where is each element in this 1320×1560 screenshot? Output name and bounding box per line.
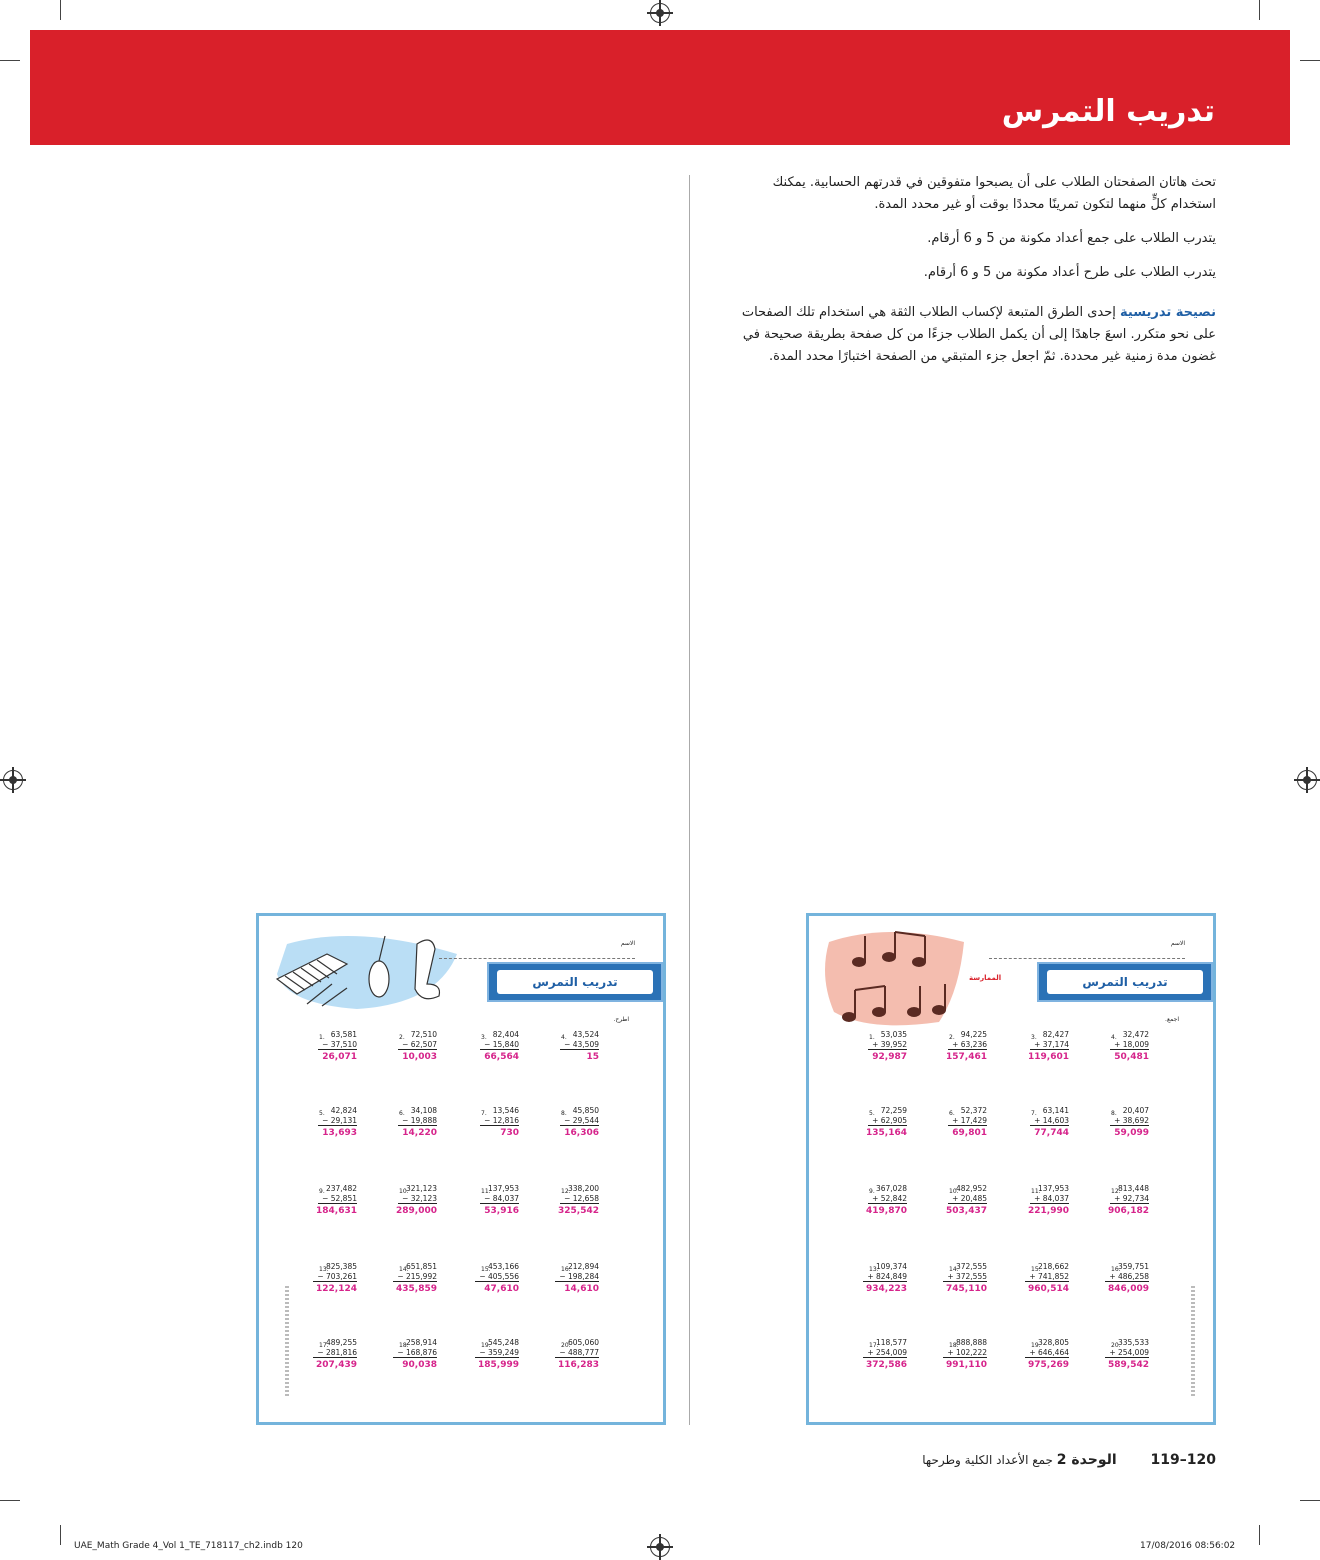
- problem-item: [316, 1262, 395, 1302]
- column-divider: [689, 175, 690, 1425]
- problem-operand-top: 118,577: [875, 1338, 907, 1347]
- problem-operand-top: 367,028: [875, 1184, 907, 1193]
- problem-number: 3.: [1031, 1034, 1037, 1041]
- crop-mark: [0, 1500, 20, 1501]
- problem-item: [866, 1184, 945, 1224]
- problem-number: 15.: [481, 1266, 491, 1273]
- teaching-tip-title: نصيحة تدريسية: [1120, 305, 1216, 320]
- problem-item: [866, 1106, 945, 1146]
- problem-answer: 15: [586, 1052, 599, 1062]
- problem-operand-top: 258,914: [405, 1338, 437, 1347]
- problem-number: 1.: [869, 1034, 875, 1041]
- page-footer: [900, 1452, 1216, 1468]
- problem-operand-bottom: + 20,485: [948, 1194, 987, 1204]
- problem-answer: 119,601: [1028, 1052, 1069, 1062]
- problem-answer: 69,801: [952, 1128, 987, 1138]
- problem-answer: 503,437: [946, 1206, 987, 1216]
- problem-operand-bottom: + 92,734: [1110, 1194, 1149, 1204]
- problem-answer: 10,003: [402, 1052, 437, 1062]
- problem-answer: 960,514: [1028, 1284, 1069, 1294]
- problem-answer: 66,564: [484, 1052, 519, 1062]
- problem-answer: 745,110: [946, 1284, 987, 1294]
- problem-item: [946, 1030, 1025, 1070]
- problem-number: 9.: [319, 1188, 325, 1195]
- problem-operand-bottom: − 12,658: [560, 1194, 599, 1204]
- problem-operand-bottom: + 18,009: [1110, 1040, 1149, 1050]
- problem-operand-bottom: + 38,692: [1110, 1116, 1149, 1126]
- problem-item: [866, 1262, 945, 1302]
- problem-item: [478, 1338, 557, 1378]
- problem-item: [1028, 1262, 1107, 1302]
- problem-item: [481, 1030, 557, 1070]
- problem-operand-bottom: − 32,123: [398, 1194, 437, 1204]
- problem-operand-top: 20,407: [1122, 1106, 1149, 1115]
- problem-item: [399, 1030, 475, 1070]
- problem-answer: 419,870: [866, 1206, 907, 1216]
- problem-operand-top: 489,255: [325, 1338, 357, 1347]
- problem-number: 2.: [399, 1034, 405, 1041]
- problem-item: [1108, 1338, 1187, 1378]
- file-slug: UAE_Math Grade 4_Vol 1_TE_718117_ch2.indb 120: [74, 1541, 303, 1551]
- problem-item: [399, 1106, 475, 1146]
- problem-operand-top: 813,448: [1117, 1184, 1149, 1193]
- problem-item: [1028, 1030, 1107, 1070]
- problem-number: 20.: [561, 1342, 571, 1349]
- name-line: [989, 949, 1185, 959]
- problem-number: 20.: [1111, 1342, 1121, 1349]
- problem-number: 15.: [1031, 1266, 1041, 1273]
- music-notes-illustration: [819, 922, 969, 1032]
- problem-number: 18.: [399, 1342, 409, 1349]
- problem-number: 6.: [949, 1110, 955, 1117]
- problem-answer: 184,631: [316, 1206, 357, 1216]
- copyright-vertical-text: [1191, 1286, 1195, 1396]
- problem-operand-top: 137,953: [487, 1184, 519, 1193]
- problem-operand-top: 888,888: [955, 1338, 987, 1347]
- problem-item: [1108, 1262, 1187, 1302]
- problem-operand-top: 338,200: [567, 1184, 599, 1193]
- problem-operand-bottom: − 62,507: [398, 1040, 437, 1050]
- problem-operand-bottom: − 359,249: [475, 1348, 519, 1358]
- problem-operand-bottom: − 84,037: [480, 1194, 519, 1204]
- problem-operand-top: 13,546: [492, 1106, 519, 1115]
- problem-operand-top: 94,225: [960, 1030, 987, 1039]
- problem-number: 18.: [949, 1342, 959, 1349]
- problem-item: [1111, 1030, 1187, 1070]
- registration-mark-icon: [650, 1537, 670, 1557]
- problem-answer: 372,586: [866, 1360, 907, 1370]
- problem-number: 12.: [561, 1188, 571, 1195]
- problem-item: [558, 1184, 637, 1224]
- problem-answer: 991,110: [946, 1360, 987, 1370]
- problem-number: 9.: [869, 1188, 875, 1195]
- registration-mark-icon: [1297, 770, 1317, 790]
- problem-operand-bottom: + 52,842: [868, 1194, 907, 1204]
- intro-text: [730, 172, 1216, 380]
- worksheet-title-box: [487, 962, 663, 1002]
- problem-number: 14.: [949, 1266, 959, 1273]
- problem-operand-bottom: + 102,222: [943, 1348, 987, 1358]
- problem-number: 7.: [1031, 1110, 1037, 1117]
- worksheet-instruction: اجمع.: [1165, 1016, 1179, 1023]
- problem-operand-top: 52,372: [960, 1106, 987, 1115]
- problem-item: [558, 1338, 637, 1378]
- problem-item: [481, 1184, 557, 1224]
- problem-item: [1028, 1184, 1107, 1224]
- problem-operand-bottom: − 15,840: [480, 1040, 519, 1050]
- problem-operand-top: 218,662: [1037, 1262, 1069, 1271]
- problem-operand-bottom: + 63,236: [948, 1040, 987, 1050]
- problem-item: [396, 1262, 475, 1302]
- problem-item: [1108, 1184, 1187, 1224]
- intro-paragraph: يتدرب الطلاب على طرح أعداد مكونة من 5 و 6 أرقام.: [923, 265, 1216, 280]
- problem-item: [316, 1338, 395, 1378]
- module-label: الوحدة 2: [1056, 1452, 1117, 1468]
- problem-answer: 26,071: [322, 1052, 357, 1062]
- problem-number: 19.: [481, 1342, 491, 1349]
- problem-number: 10.: [949, 1188, 959, 1195]
- problem-number: 16.: [561, 1266, 571, 1273]
- addition-worksheet: [806, 913, 1216, 1425]
- name-label: الاسم: [1170, 940, 1185, 947]
- worksheet-title: تدريب التمرس: [1047, 970, 1203, 994]
- problem-operand-top: 651,851: [405, 1262, 437, 1271]
- problem-item: [866, 1338, 945, 1378]
- problem-item: [319, 1030, 395, 1070]
- timestamp-slug: 17/08/2016 08:56:02: [1140, 1541, 1236, 1551]
- problem-operand-bottom: + 372,555: [943, 1272, 987, 1282]
- problem-answer: 906,182: [1108, 1206, 1149, 1216]
- intro-paragraph: تحث هاتان الصفحتان الطلاب على أن يصبحوا متفوقين في قدرتهم الحسابية. يمكنك استخدام كلٍّ منهما لتكون تمرينًا محددًا بوقت أو غير محدد المدة.: [772, 175, 1216, 212]
- copyright-vertical-text: [285, 1286, 289, 1396]
- problem-answer: 92,987: [872, 1052, 907, 1062]
- problem-answer: 53,916: [484, 1206, 519, 1216]
- problem-answer: 90,038: [402, 1360, 437, 1370]
- problem-number: 2.: [949, 1034, 955, 1041]
- problem-operand-bottom: + 37,174: [1030, 1040, 1069, 1050]
- problem-item: [946, 1338, 1025, 1378]
- problem-answer: 846,009: [1108, 1284, 1149, 1294]
- problem-answer: 16,306: [564, 1128, 599, 1138]
- problem-operand-bottom: + 39,952: [868, 1040, 907, 1050]
- problem-operand-top: 45,850: [572, 1106, 599, 1115]
- problem-item: [396, 1184, 475, 1224]
- problem-operand-bottom: + 254,009: [1105, 1348, 1149, 1358]
- problem-operand-bottom: − 281,816: [313, 1348, 357, 1358]
- problem-answer: 59,099: [1114, 1128, 1149, 1138]
- problem-operand-top: 32,472: [1122, 1030, 1149, 1039]
- problem-answer: 934,223: [866, 1284, 907, 1294]
- problem-operand-top: 321,123: [405, 1184, 437, 1193]
- problem-operand-bottom: − 168,876: [393, 1348, 437, 1358]
- problem-number: 13.: [869, 1266, 879, 1273]
- problem-operand-top: 825,385: [325, 1262, 357, 1271]
- teaching-tip-body: إحدى الطرق المتبعة لإكساب الطلاب الثقة هي استخدام تلك الصفحات على نحو متكرر. اسعَ جاهدًا إلى أن يكمل الطلاب جزءًا من كل صفحة بطريقة صحيحة في غضون مدة زمنية غير محددة. ثمّ اجعل جزء المتبقي من الصفحة اختبارًا محدد المدة.: [741, 305, 1216, 364]
- problem-operand-bottom: + 17,429: [948, 1116, 987, 1126]
- problem-operand-top: 335,533: [1117, 1338, 1149, 1347]
- problem-item: [1031, 1106, 1107, 1146]
- problem-answer: 325,542: [558, 1206, 599, 1216]
- worksheet-title: تدريب التمرس: [497, 970, 653, 994]
- problem-answer: 135,164: [866, 1128, 907, 1138]
- problem-number: 4.: [561, 1034, 567, 1041]
- problem-answer: 730: [500, 1128, 519, 1138]
- problem-number: 17.: [869, 1342, 879, 1349]
- problem-operand-bottom: − 43,509: [560, 1040, 599, 1050]
- problem-operand-top: 63,141: [1042, 1106, 1069, 1115]
- problem-item: [561, 1030, 637, 1070]
- problem-operand-top: 212,894: [567, 1262, 599, 1271]
- practice-label: الممارسة: [969, 974, 1002, 982]
- problem-operand-top: 109,374: [875, 1262, 907, 1271]
- problem-answer: 975,269: [1028, 1360, 1069, 1370]
- problem-operand-top: 43,524: [572, 1030, 599, 1039]
- problem-number: 5.: [319, 1110, 325, 1117]
- problem-operand-bottom: − 703,261: [313, 1272, 357, 1282]
- worksheet-title-box: [1037, 962, 1213, 1002]
- problem-operand-bottom: − 405,556: [475, 1272, 519, 1282]
- problem-item: [1111, 1106, 1187, 1146]
- header-banner: [30, 30, 1290, 145]
- problem-item: [1028, 1338, 1107, 1378]
- problem-item: [319, 1106, 395, 1146]
- problem-operand-top: 359,751: [1117, 1262, 1149, 1271]
- problem-operand-bottom: + 824,849: [863, 1272, 907, 1282]
- problem-answer: 221,990: [1028, 1206, 1069, 1216]
- problem-operand-bottom: − 488,777: [555, 1348, 599, 1358]
- crop-mark: [1300, 1500, 1320, 1501]
- problem-answer: 47,610: [484, 1284, 519, 1294]
- problem-operand-bottom: + 254,009: [863, 1348, 907, 1358]
- problem-operand-bottom: − 37,510: [318, 1040, 357, 1050]
- crop-mark: [60, 0, 61, 20]
- problem-operand-top: 453,166: [487, 1262, 519, 1271]
- problem-number: 13.: [319, 1266, 329, 1273]
- problem-operand-top: 72,259: [880, 1106, 907, 1115]
- problem-operand-bottom: + 14,603: [1030, 1116, 1069, 1126]
- module-title: جمع الأعداد الكلية وطرحها: [922, 1453, 1053, 1467]
- worksheet-instruction: اطرح.: [613, 1016, 629, 1023]
- problem-answer: 589,542: [1108, 1360, 1149, 1370]
- problem-operand-top: 72,510: [410, 1030, 437, 1039]
- problem-number: 16.: [1111, 1266, 1121, 1273]
- problem-answer: 14,220: [402, 1128, 437, 1138]
- problem-item: [946, 1262, 1025, 1302]
- problem-operand-top: 34,108: [410, 1106, 437, 1115]
- problem-number: 5.: [869, 1110, 875, 1117]
- problem-operand-bottom: − 29,544: [560, 1116, 599, 1126]
- subtraction-worksheet: [256, 913, 666, 1425]
- problem-number: 10.: [399, 1188, 409, 1195]
- problem-item: [316, 1184, 395, 1224]
- problem-number: 8.: [1111, 1110, 1117, 1117]
- problem-number: 7.: [481, 1110, 487, 1117]
- problem-answer: 435,859: [396, 1284, 437, 1294]
- problem-operand-top: 42,824: [330, 1106, 357, 1115]
- problem-number: 12.: [1111, 1188, 1121, 1195]
- problem-number: 11.: [481, 1188, 491, 1195]
- problem-number: 17.: [319, 1342, 329, 1349]
- problem-answer: 77,744: [1034, 1128, 1069, 1138]
- problem-answer: 207,439: [316, 1360, 357, 1370]
- problem-operand-top: 237,482: [325, 1184, 357, 1193]
- registration-mark-icon: [650, 3, 670, 23]
- problem-operand-bottom: − 215,992: [393, 1272, 437, 1282]
- problem-operand-top: 545,248: [487, 1338, 519, 1347]
- crop-mark: [0, 60, 20, 61]
- problem-item: [481, 1262, 557, 1302]
- problem-operand-bottom: + 646,464: [1025, 1348, 1069, 1358]
- problem-number: 19.: [1031, 1342, 1041, 1349]
- intro-paragraph: يتدرب الطلاب على جمع أعداد مكونة من 5 و 6 أرقام.: [927, 231, 1216, 246]
- crop-mark: [1259, 0, 1260, 20]
- problem-answer: 116,283: [558, 1360, 599, 1370]
- problem-operand-bottom: − 52,851: [318, 1194, 357, 1204]
- problem-number: 4.: [1111, 1034, 1117, 1041]
- problem-number: 1.: [319, 1034, 325, 1041]
- problem-operand-top: 82,404: [492, 1030, 519, 1039]
- problem-operand-top: 137,953: [1037, 1184, 1069, 1193]
- teaching-tip: [730, 302, 1216, 368]
- crop-mark: [60, 1525, 61, 1545]
- crop-mark: [1259, 1525, 1260, 1545]
- problem-item: [399, 1338, 475, 1378]
- problem-item: [481, 1106, 557, 1146]
- problem-number: 11.: [1031, 1188, 1041, 1195]
- problem-answer: 14,610: [564, 1284, 599, 1294]
- name-label: الاسم: [620, 940, 635, 947]
- problem-answer: 50,481: [1114, 1052, 1149, 1062]
- problem-number: 14.: [399, 1266, 409, 1273]
- problem-operand-bottom: − 29,131: [318, 1116, 357, 1126]
- problem-operand-bottom: + 741,852: [1025, 1272, 1069, 1282]
- page-numbers: 120–119: [1150, 1452, 1216, 1468]
- problem-item: [946, 1184, 1025, 1224]
- problem-number: 8.: [561, 1110, 567, 1117]
- problem-item: [949, 1106, 1025, 1146]
- problem-item: [561, 1106, 637, 1146]
- problem-operand-bottom: − 198,284: [555, 1272, 599, 1282]
- problem-operand-top: 372,555: [955, 1262, 987, 1271]
- problem-answer: 289,000: [396, 1206, 437, 1216]
- name-line: [439, 949, 635, 959]
- registration-mark-icon: [3, 770, 23, 790]
- problem-operand-top: 328,805: [1037, 1338, 1069, 1347]
- problem-answer: 122,124: [316, 1284, 357, 1294]
- problem-operand-bottom: + 62,905: [868, 1116, 907, 1126]
- problem-answer: 157,461: [946, 1052, 987, 1062]
- page-title: تدريب التمرس: [1001, 94, 1215, 129]
- problem-operand-bottom: + 84,037: [1030, 1194, 1069, 1204]
- problem-operand-top: 53,035: [880, 1030, 907, 1039]
- instruments-illustration: [267, 924, 467, 1014]
- problem-number: 3.: [481, 1034, 487, 1041]
- problem-operand-bottom: − 12,816: [480, 1116, 519, 1126]
- crop-mark: [1300, 60, 1320, 61]
- problem-item: [869, 1030, 945, 1070]
- problem-answer: 13,693: [322, 1128, 357, 1138]
- problem-operand-bottom: + 486,258: [1105, 1272, 1149, 1282]
- problem-answer: 185,999: [478, 1360, 519, 1370]
- problem-number: 6.: [399, 1110, 405, 1117]
- problem-item: [561, 1262, 637, 1302]
- problem-operand-top: 82,427: [1042, 1030, 1069, 1039]
- problem-operand-top: 63,581: [330, 1030, 357, 1039]
- problem-operand-bottom: − 19,888: [398, 1116, 437, 1126]
- problem-operand-top: 482,952: [955, 1184, 987, 1193]
- problem-operand-top: 605,060: [567, 1338, 599, 1347]
